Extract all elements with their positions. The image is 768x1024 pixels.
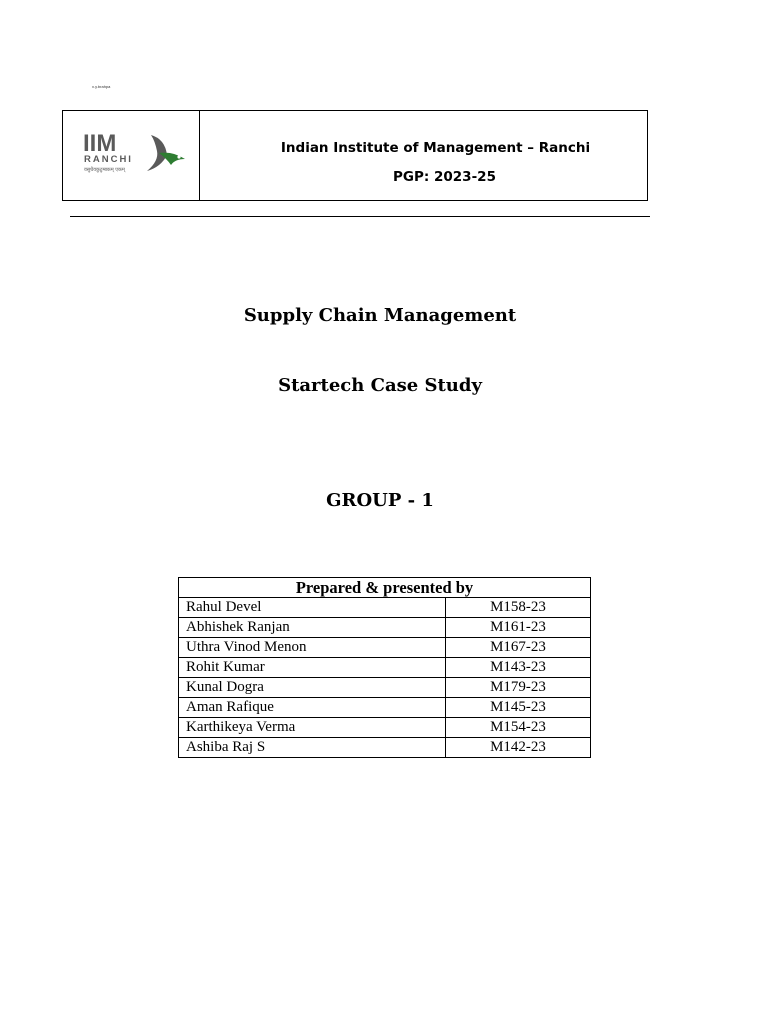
member-name: Aman Rafique <box>179 698 446 718</box>
member-name: Abhishek Ranjan <box>179 618 446 638</box>
table-row <box>179 618 591 638</box>
program-label: PGP: 2023-25 <box>393 169 496 185</box>
group-title: GROUP - 1 <box>326 490 434 511</box>
header-divider <box>70 216 650 217</box>
member-id: M142-23 <box>446 738 591 758</box>
member-id: M158-23 <box>446 598 591 618</box>
header-note: x.y.brahpa <box>92 84 111 89</box>
institute-cell <box>200 111 647 200</box>
table-row <box>179 638 591 658</box>
member-name: Rahul Devel <box>179 598 446 618</box>
logo-cell <box>63 111 200 200</box>
member-id: M143-23 <box>446 658 591 678</box>
member-id: M145-23 <box>446 698 591 718</box>
table-row <box>179 698 591 718</box>
members-table-header-row <box>179 578 591 598</box>
members-table <box>178 577 591 758</box>
case-title: Startech Case Study <box>278 375 482 396</box>
member-name: Rohit Kumar <box>179 658 446 678</box>
members-table-header: Prepared & presented by <box>179 578 591 598</box>
member-id: M167-23 <box>446 638 591 658</box>
iim-ranchi-logo <box>81 129 191 177</box>
member-name: Uthra Vinod Menon <box>179 638 446 658</box>
member-name: Kunal Dogra <box>179 678 446 698</box>
table-row <box>179 738 591 758</box>
member-name: Karthikeya Verma <box>179 718 446 738</box>
course-title: Supply Chain Management <box>243 305 517 326</box>
member-id: M179-23 <box>446 678 591 698</box>
table-row <box>179 678 591 698</box>
svg-text:IIM: IIM <box>83 130 117 157</box>
institute-header <box>62 110 648 201</box>
svg-text:RANCHI: RANCHI <box>84 154 133 165</box>
member-id: M161-23 <box>446 618 591 638</box>
table-row <box>179 658 591 678</box>
table-row <box>179 598 591 618</box>
member-id: M154-23 <box>446 718 591 738</box>
member-name: Ashiba Raj S <box>179 738 446 758</box>
table-row <box>179 718 591 738</box>
institute-name: Indian Institute of Management – Ranchi <box>280 140 591 156</box>
svg-text:वसुधैवकुटुम्बकम् एकम्: वसुधैवकुटुम्बकम् एकम् <box>84 167 125 173</box>
